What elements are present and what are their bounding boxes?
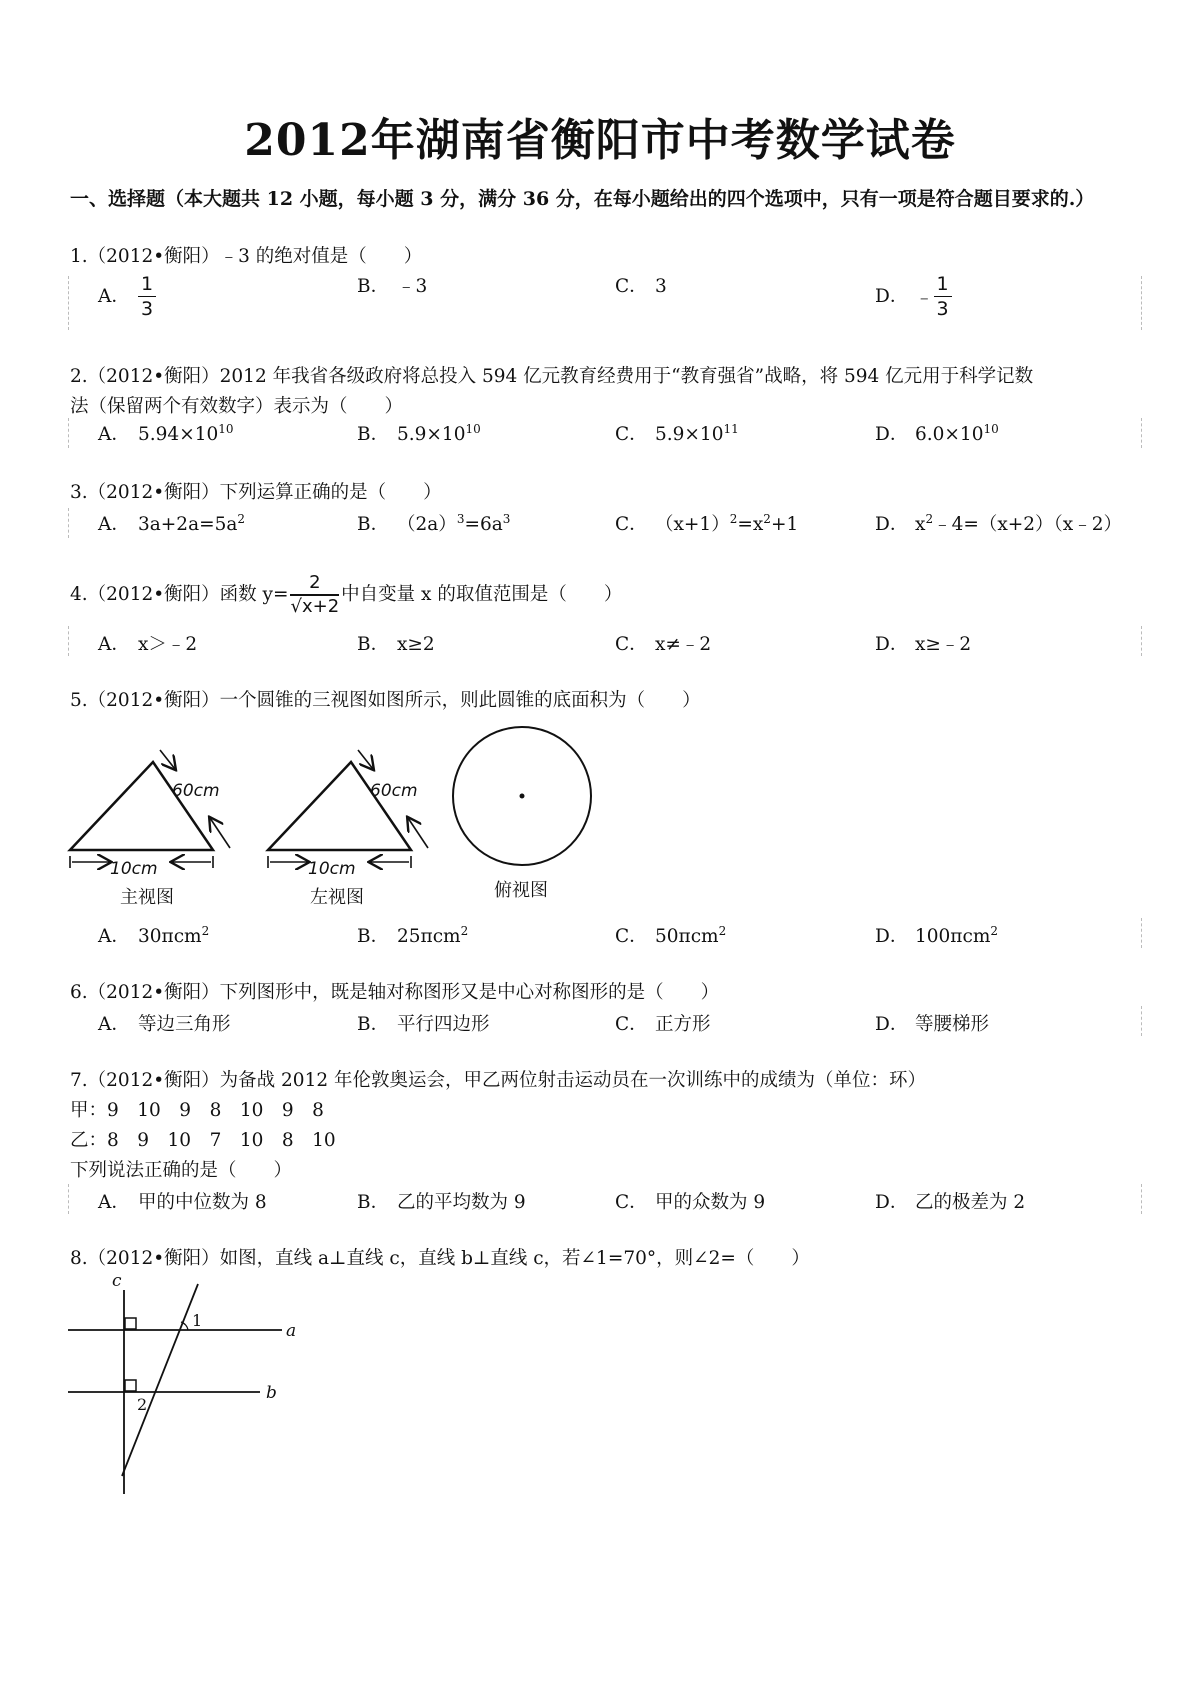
option-d xyxy=(875,272,952,321)
exponent: 2 xyxy=(925,511,934,526)
expr-part: （2a） xyxy=(397,514,457,535)
question-7-options xyxy=(70,1188,1140,1228)
option-text: 乙的极差为 2 xyxy=(915,1192,1026,1213)
exponent: 3 xyxy=(456,511,465,526)
option-base: 25πcm xyxy=(397,926,461,947)
angle-2-label: 2 xyxy=(137,1395,148,1414)
divider xyxy=(68,418,69,448)
exponent: 11 xyxy=(723,421,739,436)
option-label: C． xyxy=(615,926,648,947)
exponent: 10 xyxy=(218,421,234,436)
option-label: D． xyxy=(875,514,909,535)
option-label: B． xyxy=(357,514,390,535)
option-base: 30πcm xyxy=(138,926,202,947)
option-b xyxy=(357,420,481,446)
cone-three-views-figure xyxy=(60,720,620,920)
option-label: D． xyxy=(875,926,909,947)
option-c xyxy=(615,510,798,536)
question-3-options xyxy=(70,510,1140,550)
option-label: D． xyxy=(875,1192,909,1213)
option-text: 甲的众数为 9 xyxy=(655,1192,766,1213)
option-c xyxy=(615,1188,765,1214)
label-c: c xyxy=(112,1276,122,1291)
option-c xyxy=(615,630,711,656)
divider xyxy=(68,1184,69,1214)
option-label: C． xyxy=(615,276,648,297)
top-view xyxy=(453,727,591,901)
expr-part: +1 xyxy=(770,514,799,535)
option-b xyxy=(357,1188,526,1214)
divider xyxy=(68,626,69,656)
option-text: x≠﹣2 xyxy=(655,634,712,655)
question-2-stem xyxy=(70,362,1160,422)
option-label: A． xyxy=(98,285,130,307)
exponent: 2 xyxy=(237,511,246,526)
option-text: x≥﹣2 xyxy=(915,634,972,655)
option-text: x＞﹣2 xyxy=(138,634,198,655)
option-d xyxy=(875,922,998,948)
option-label: B． xyxy=(357,634,390,655)
question-7-prompt: 下列说法正确的是（ ） xyxy=(70,1160,293,1181)
exponent: 10 xyxy=(983,421,999,436)
slant-label: 60cm xyxy=(370,781,418,801)
divider xyxy=(1141,1184,1142,1214)
option-text: x≥2 xyxy=(397,634,435,655)
option-label: D． xyxy=(875,285,909,307)
option-a xyxy=(98,922,209,948)
front-view xyxy=(70,750,230,908)
top-view-caption: 俯视图 xyxy=(494,880,548,901)
option-c xyxy=(615,1010,711,1036)
base-label: 10cm xyxy=(308,859,356,879)
option-label: B． xyxy=(357,424,390,445)
minus-sign: ﹣ xyxy=(915,287,934,309)
angle-1-label: 1 xyxy=(192,1311,203,1330)
question-1-options xyxy=(70,272,1140,332)
score-row-jia: 甲：9 10 9 8 10 9 8 xyxy=(70,1100,324,1121)
front-view-caption: 主视图 xyxy=(120,887,174,908)
option-base: 50πcm xyxy=(655,926,719,947)
denominator: 3 xyxy=(936,298,949,320)
question-6-stem: 6.（2012•衡阳）下列图形中，既是轴对称图形又是中心对称图形的是（ ） xyxy=(70,982,720,1003)
option-label: C． xyxy=(615,1192,648,1213)
question-8-stem: 8.（2012•衡阳）如图，直线 a⊥直线 c，直线 b⊥直线 c，若∠1=70°，则∠2=（ ） xyxy=(70,1248,810,1269)
option-text: ﹣3 xyxy=(397,276,428,297)
denominator: 3 xyxy=(141,298,154,320)
expr-part: =x xyxy=(737,514,764,535)
numerator: 1 xyxy=(138,272,156,297)
option-b xyxy=(357,272,427,298)
slant-label: 60cm xyxy=(172,781,220,801)
divider xyxy=(68,508,69,538)
exponent: 2 xyxy=(990,923,999,938)
fraction xyxy=(934,272,952,321)
exponent: 10 xyxy=(465,421,481,436)
option-d xyxy=(875,630,971,656)
option-label: B． xyxy=(357,276,390,297)
option-text: 正方形 xyxy=(655,1014,711,1035)
option-a xyxy=(98,630,197,656)
question-6-options xyxy=(70,1010,1140,1050)
option-c xyxy=(615,922,726,948)
option-c xyxy=(615,272,667,298)
option-text: 3 xyxy=(655,276,667,297)
page-title: 2012年湖南省衡阳市中考数学试卷 xyxy=(244,115,956,166)
parallel-lines-figure xyxy=(60,1276,320,1506)
score-row-yi: 乙：8 9 10 7 10 8 10 xyxy=(70,1130,336,1151)
divider xyxy=(1141,626,1142,656)
option-a xyxy=(98,510,245,536)
option-text: 甲的中位数为 8 xyxy=(138,1192,267,1213)
denominator: √x+2 xyxy=(290,596,340,617)
stem-line: 2.（2012•衡阳）2012 年我省各级政府将总投入 594 亿元教育经费用于“教育强省”战略，将 594 亿元用于科学记数 xyxy=(70,366,1034,387)
expr-part: （x+1） xyxy=(655,514,730,535)
option-text: 等边三角形 xyxy=(138,1014,231,1035)
option-base: 100πcm xyxy=(915,926,991,947)
question-5-options xyxy=(70,922,1140,962)
option-label: C． xyxy=(615,424,648,445)
left-view xyxy=(268,750,428,908)
section-heading: 一、选择题（本大题共 12 小题，每小题 3 分，满分 36 分，在每小题给出的四个选项中，只有一项是符合题目要求的.） xyxy=(70,188,1095,210)
divider xyxy=(1141,276,1142,330)
option-b xyxy=(357,1010,490,1036)
exponent: 2 xyxy=(763,511,771,526)
label-a: a xyxy=(286,1321,297,1341)
fraction xyxy=(290,572,339,618)
question-4-options xyxy=(70,630,1140,670)
option-a xyxy=(98,1010,231,1036)
option-label: C． xyxy=(615,634,648,655)
option-label: A． xyxy=(98,424,130,445)
option-base: 5.9×10 xyxy=(397,424,466,445)
option-label: C． xyxy=(615,1014,648,1035)
exponent: 3 xyxy=(502,511,511,526)
expr-part: =6a xyxy=(464,514,503,535)
option-b xyxy=(357,630,435,656)
question-1-stem: 1.（2012•衡阳）﹣3 的绝对值是（ ） xyxy=(70,246,423,267)
numerator: 2 xyxy=(290,572,339,595)
option-d xyxy=(875,420,999,446)
option-d xyxy=(875,1188,1025,1214)
option-base: 6.0×10 xyxy=(915,424,984,445)
option-b xyxy=(357,510,510,536)
option-text: 等腰梯形 xyxy=(915,1014,990,1035)
left-view-caption: 左视图 xyxy=(310,887,364,908)
question-5-stem: 5.（2012•衡阳）一个圆锥的三视图如图所示，则此圆锥的底面积为（ ） xyxy=(70,690,701,711)
option-text: 平行四边形 xyxy=(397,1014,490,1035)
exponent: 2 xyxy=(718,923,727,938)
option-text: 3a+2a=5a xyxy=(138,514,238,535)
divider xyxy=(1141,918,1142,948)
option-label: A． xyxy=(98,1192,130,1213)
divider xyxy=(1141,1006,1142,1036)
right-angle-marker xyxy=(125,1380,136,1391)
option-a xyxy=(98,272,156,321)
option-label: B． xyxy=(357,1192,390,1213)
option-a xyxy=(98,1188,267,1214)
base-label: 10cm xyxy=(110,859,158,879)
option-label: B． xyxy=(357,926,390,947)
exponent: 2 xyxy=(729,511,738,526)
stem-text: 4.（2012•衡阳）函数 y= xyxy=(70,584,289,605)
option-d xyxy=(875,1010,989,1036)
expr-part: ﹣4=（x+2）（x﹣2） xyxy=(933,514,1123,535)
label-b: b xyxy=(266,1383,277,1403)
question-3-stem: 3.（2012•衡阳）下列运算正确的是（ ） xyxy=(70,482,442,503)
option-d xyxy=(875,510,1122,536)
option-text: 乙的平均数为 9 xyxy=(397,1192,526,1213)
numerator: 1 xyxy=(934,272,952,297)
option-b xyxy=(357,922,468,948)
option-label: D． xyxy=(875,1014,909,1035)
option-c xyxy=(615,420,739,446)
option-label: B． xyxy=(357,1014,390,1035)
fraction xyxy=(138,272,156,321)
question-4-stem xyxy=(70,572,1160,618)
question-2-options xyxy=(70,420,1140,460)
option-label: A． xyxy=(98,514,130,535)
option-a xyxy=(98,420,234,446)
divider xyxy=(1141,418,1142,448)
option-label: A． xyxy=(98,634,130,655)
stem-text: 中自变量 x 的取值范围是（ ） xyxy=(341,584,623,605)
right-angle-marker xyxy=(125,1318,136,1329)
option-label: C． xyxy=(615,514,648,535)
stem-line: 法（保留两个有效数字）表示为（ ） xyxy=(70,396,404,417)
option-label: D． xyxy=(875,634,909,655)
option-base: 5.9×10 xyxy=(655,424,724,445)
divider xyxy=(68,276,69,330)
exponent: 2 xyxy=(460,923,469,938)
option-label: D． xyxy=(875,424,909,445)
option-label: A． xyxy=(98,926,130,947)
option-label: A． xyxy=(98,1014,130,1035)
option-base: 5.94×10 xyxy=(138,424,219,445)
exponent: 2 xyxy=(201,923,210,938)
question-7-stem: 7.（2012•衡阳）为备战 2012 年伦敦奥运会，甲乙两位射击运动员在一次训练中的成绩为（单位：环） xyxy=(70,1070,926,1091)
expr-part: x xyxy=(915,514,926,535)
